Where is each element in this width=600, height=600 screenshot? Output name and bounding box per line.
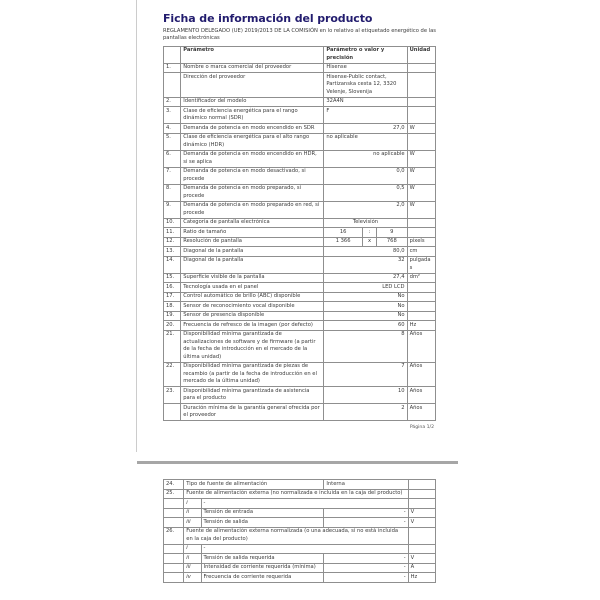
row-unit (408, 480, 435, 490)
row-value: 27,0 (324, 124, 407, 134)
row-parameter: Control automático de brillo (ABC) disponible (181, 292, 324, 302)
row-number: 1. (164, 63, 181, 73)
row-parameter: Ratio de tamaño (181, 228, 324, 238)
row-parameter: Tipo de fuente de alimentación (184, 480, 324, 490)
row-parameter: Intensidad de corriente requerida (mínima) (201, 563, 324, 573)
row-number (164, 499, 184, 509)
table-row (164, 321, 436, 331)
row-parameter: Sensor de reconocimiento vocal disponible (181, 302, 324, 312)
row-unit (408, 499, 435, 509)
table-row (164, 184, 436, 201)
page-divider-bar (137, 461, 458, 464)
row-parameter: Demanda de potencia en modo encendido en HDR, si se aplica (181, 150, 324, 167)
row-value: 80,0 (324, 247, 407, 257)
row-number (164, 73, 181, 98)
table-row (164, 518, 436, 528)
row-unit: Años (407, 387, 435, 404)
row-value: No (324, 292, 407, 302)
row-value: - (324, 563, 408, 573)
table-row (164, 237, 436, 247)
row-number (164, 508, 184, 518)
row-parameter: Tensión de entrada (201, 508, 324, 518)
table-row (164, 124, 436, 134)
row-unit: W (407, 124, 435, 134)
row-value: F (324, 107, 407, 124)
row-value: 0,5 (324, 184, 407, 201)
row-value: 32A4N (324, 97, 407, 107)
row-unit: cm (407, 247, 435, 257)
row-letter: ii (184, 554, 201, 564)
row-unit: dm² (407, 273, 435, 283)
row-number: 23. (164, 387, 181, 404)
row-unit (407, 292, 435, 302)
header-value: Parámetro o valor y precisión (324, 46, 407, 63)
row-value: 2 (324, 404, 407, 421)
page-title: Ficha de información del producto (163, 12, 373, 25)
row-unit (407, 97, 435, 107)
row-number: 20. (164, 321, 181, 331)
table-row (164, 73, 436, 98)
row-number: 21. (164, 330, 181, 362)
row-unit: Años (407, 362, 435, 387)
row-value: 60 (324, 321, 407, 331)
row-parameter: Demanda de potencia en modo desactivado, si procede (181, 167, 324, 184)
row-number (164, 563, 184, 573)
row-number: 7. (164, 167, 181, 184)
row-value: - (324, 573, 408, 583)
table-row (164, 107, 436, 124)
row-unit: pixels (407, 237, 435, 247)
row-value: Televisión (324, 218, 407, 228)
row-value: 8 (324, 330, 407, 362)
row-parameter: Diagonal de la pantalla (181, 247, 324, 257)
table-row (164, 218, 436, 228)
table-row (164, 302, 436, 312)
table-row (164, 508, 436, 518)
row-letter: iv (184, 573, 201, 583)
table-row (164, 544, 436, 554)
table-row (164, 133, 436, 150)
row-value: Interna (324, 480, 408, 490)
row-value-part: x (362, 237, 376, 247)
row-number: 8. (164, 184, 181, 201)
row-value: No (324, 302, 407, 312)
row-value: Hisense-Public contact, Partizanska cesta 12, 3320 Velenje, Slovenija (324, 73, 407, 98)
table-row (164, 247, 436, 257)
row-value: 2,0 (324, 201, 407, 218)
row-unit: W (407, 201, 435, 218)
row-parameter: Nombre o marca comercial del proveedor (181, 63, 324, 73)
row-value-part: : (362, 228, 376, 238)
fiche-table-page1 (163, 46, 436, 422)
row-parameter: Disponibilidad mínima garantizada de actualizaciones de software y de firmware (a partir de la fecha de introducción en el mercado de la última unidad) (181, 330, 324, 362)
header-number (164, 46, 181, 63)
row-value: 7 (324, 362, 407, 387)
row-number (164, 404, 181, 421)
row-value: - (324, 518, 408, 528)
row-unit (407, 107, 435, 124)
row-section-text: Fuente de alimentación externa (no normalizada e incluida en la caja del producto) (184, 489, 408, 499)
table-row (164, 256, 436, 273)
row-parameter: Demanda de potencia en modo preparado en red, si procede (181, 201, 324, 218)
header-unit: Unidad (407, 46, 435, 63)
row-number: 4. (164, 124, 181, 134)
row-number: 2. (164, 97, 181, 107)
table-row (164, 480, 436, 490)
table-header-row (164, 46, 436, 63)
row-number: 25. (164, 489, 184, 499)
row-unit: W (407, 150, 435, 167)
row-number: 6. (164, 150, 181, 167)
row-number: 19. (164, 311, 181, 321)
row-number: 5. (164, 133, 181, 150)
table-row (164, 167, 436, 184)
row-parameter: Disponibilidad mínima garantizada de asistencia para el producto (181, 387, 324, 404)
row-parameter: Tecnología usada en el panel (181, 283, 324, 293)
table-row (164, 292, 436, 302)
row-parameter: Frecuencia de refresco de la imagen (por defecto) (181, 321, 324, 331)
row-unit: W (407, 184, 435, 201)
row-parameter: Demanda de potencia en modo preparado, si procede (181, 184, 324, 201)
table-row (164, 63, 436, 73)
row-number: 12. (164, 237, 181, 247)
row-value-part: 1 366 (324, 237, 363, 247)
row-section-text: Fuente de alimentación externa normalizada (o una adecuada, si no está incluida en la caja del producto) (184, 527, 408, 544)
row-letter: i (184, 499, 201, 509)
row-unit: V (408, 508, 435, 518)
table-row (164, 201, 436, 218)
table-row (164, 563, 436, 573)
table-row (164, 330, 436, 362)
row-unit (408, 489, 435, 499)
table-row (164, 527, 436, 544)
row-number (164, 554, 184, 564)
row-parameter: Frecuencia de corriente requerida (201, 573, 324, 583)
row-number: 17. (164, 292, 181, 302)
row-number (164, 573, 184, 583)
page-edge-line (136, 0, 137, 452)
row-unit (408, 544, 435, 554)
table-row (164, 97, 436, 107)
row-parameter: Demanda de potencia en modo encendido en SDR (181, 124, 324, 134)
row-parameter: Dirección del proveedor (181, 73, 324, 98)
row-parameter: Clase de eficiencia energética para el rango dinámico normal (SDR) (181, 107, 324, 124)
row-unit (407, 218, 435, 228)
row-value: 0,0 (324, 167, 407, 184)
table-row (164, 554, 436, 564)
row-parameter: Superficie visible de la pantalla (181, 273, 324, 283)
row-number: 15. (164, 273, 181, 283)
row-value: 32 (324, 256, 407, 273)
row-number (164, 518, 184, 528)
row-unit (407, 302, 435, 312)
regulation-subtitle: REGLAMENTO DELEGADO (UE) 2019/2013 DE LA COMISIÓN en lo relativo al etiquetado energético de las pantallas electrónicas (163, 28, 437, 41)
row-parameter: - (201, 544, 408, 554)
table-row (164, 573, 436, 583)
row-unit: Hz (407, 321, 435, 331)
row-number: 18. (164, 302, 181, 312)
row-parameter: Duración mínima de la garantía general ofrecida por el proveedor (181, 404, 324, 421)
row-unit: V (408, 554, 435, 564)
row-parameter: Resolución de pantalla (181, 237, 324, 247)
table-row (164, 228, 436, 238)
row-unit: Años (407, 404, 435, 421)
row-value: Hisense (324, 63, 407, 73)
row-value: - (324, 508, 408, 518)
table-row (164, 499, 436, 509)
row-unit: W (407, 167, 435, 184)
row-unit (407, 63, 435, 73)
table-row (164, 283, 436, 293)
row-unit (407, 283, 435, 293)
row-value-part: 768 (377, 237, 407, 247)
row-letter: i (184, 544, 201, 554)
row-value: 27,4 (324, 273, 407, 283)
row-value-part: 16 (324, 228, 363, 238)
row-parameter: Clase de eficiencia energética para el alto rango dinámico (HDR) (181, 133, 324, 150)
row-unit: A (408, 563, 435, 573)
row-number: 14. (164, 256, 181, 273)
table-row (164, 387, 436, 404)
row-letter: iii (184, 518, 201, 528)
row-parameter: Categoría de pantalla electrónica (181, 218, 324, 228)
fiche-table-page2 (163, 479, 436, 583)
row-number: 9. (164, 201, 181, 218)
row-parameter: Diagonal de la pantalla (181, 256, 324, 273)
table-row (164, 311, 436, 321)
row-unit (407, 133, 435, 150)
row-number: 16. (164, 283, 181, 293)
row-parameter: Sensor de presencia disponible (181, 311, 324, 321)
row-number: 3. (164, 107, 181, 124)
row-parameter: Disponibilidad mínima garantizada de piezas de recambio (a partir de la fecha de introducción en el mercado de la última unidad) (181, 362, 324, 387)
fiche-page-1 (163, 12, 436, 430)
row-unit: V (408, 518, 435, 528)
row-unit: Años (407, 330, 435, 362)
row-number: 10. (164, 218, 181, 228)
row-number (164, 544, 184, 554)
header-parameter: Parámetro (181, 46, 324, 63)
row-unit (407, 73, 435, 98)
row-value: no aplicable (324, 133, 407, 150)
row-value: LED LCD (324, 283, 407, 293)
row-value: No (324, 311, 407, 321)
fiche-page-2 (163, 479, 436, 583)
row-parameter: Identificador del modelo (181, 97, 324, 107)
row-value: no aplicable (324, 150, 407, 167)
row-unit: pulgadas (407, 256, 435, 273)
row-parameter: - (201, 499, 408, 509)
row-value: 10 (324, 387, 407, 404)
row-unit (408, 527, 435, 544)
table-row (164, 150, 436, 167)
row-number: 24. (164, 480, 184, 490)
table-row (164, 362, 436, 387)
table-row (164, 489, 436, 499)
row-number: 11. (164, 228, 181, 238)
row-unit (407, 228, 435, 238)
table-row (164, 273, 436, 283)
row-value: - (324, 554, 408, 564)
row-unit: Hz (408, 573, 435, 583)
row-letter: iii (184, 563, 201, 573)
page-footer: Página 1/2 (409, 425, 434, 431)
row-number: 13. (164, 247, 181, 257)
row-unit (407, 311, 435, 321)
row-parameter: Tensión de salida (201, 518, 324, 528)
row-parameter: Tensión de salida requerida (201, 554, 324, 564)
row-letter: ii (184, 508, 201, 518)
table-row (164, 404, 436, 421)
row-value-part: 9 (377, 228, 407, 238)
row-number: 22. (164, 362, 181, 387)
row-number: 26. (164, 527, 184, 544)
